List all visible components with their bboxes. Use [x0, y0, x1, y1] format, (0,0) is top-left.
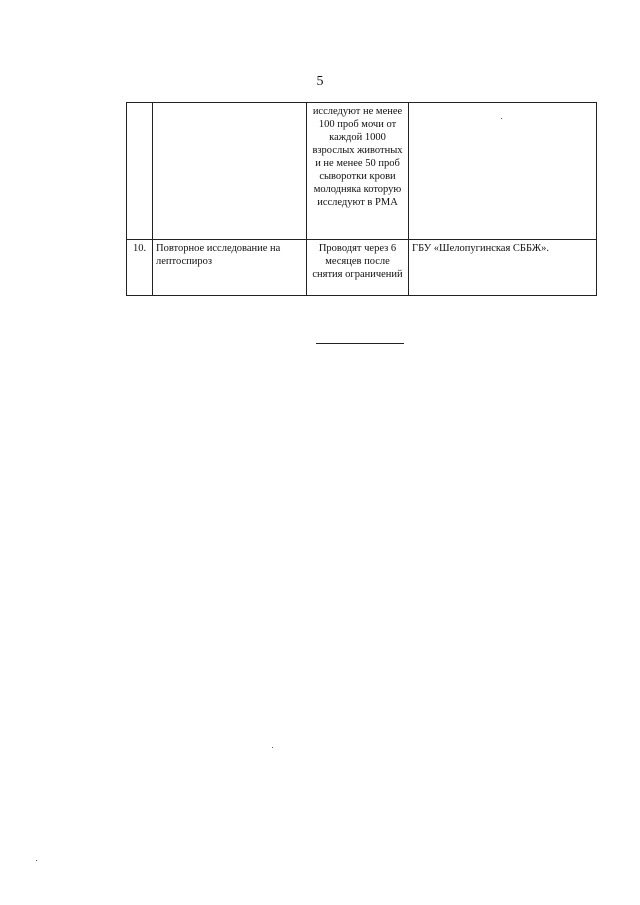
executor-cell: ГБУ «Шелопугинская СББЖ». — [409, 240, 597, 296]
terms-cell: исследуют не менее 100 проб мочи от каждой 1000 взрослых животных и не менее 50 проб сыворотки крови молодняка которую исследуют в РМА — [307, 103, 409, 240]
scan-speck — [501, 118, 502, 119]
row-number-cell: 10. — [127, 240, 153, 296]
table-row — [127, 103, 597, 240]
measures-table — [126, 102, 597, 296]
table-row — [127, 240, 597, 296]
scan-speck — [272, 747, 273, 748]
executor-cell — [409, 103, 597, 240]
end-separator-line — [316, 343, 404, 344]
page-number: 5 — [316, 74, 324, 89]
event-cell: Повторное исследование на лептоспироз — [153, 240, 307, 296]
scan-speck — [36, 860, 37, 861]
row-number-cell — [127, 103, 153, 240]
terms-cell: Проводят через 6 месяцев после снятия ограничений — [307, 240, 409, 296]
event-cell — [153, 103, 307, 240]
